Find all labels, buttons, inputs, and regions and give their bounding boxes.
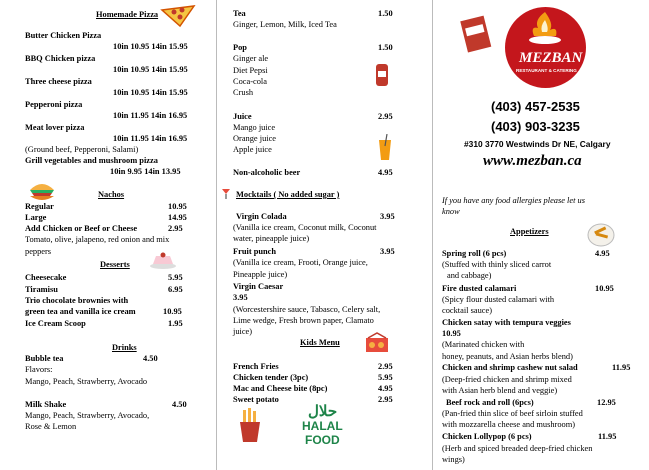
halal-food-text: FOOD: [305, 433, 340, 447]
nachos-large-price: 14.95: [168, 213, 187, 222]
appetizer-desc: honey, peanuts, and Asian herbs blend): [442, 352, 573, 361]
kids-price: 4.95: [378, 384, 393, 393]
dessert-price: 6.95: [168, 285, 183, 294]
juice-price: 2.95: [378, 112, 393, 121]
appetizer-price: 11.95: [612, 363, 631, 372]
appetizer-name: Chicken satay with tempura veggies: [442, 318, 571, 327]
pizza-name: Pepperoni pizza: [25, 100, 83, 109]
pizza-price: 10in 10.95 14in 15.95: [113, 42, 188, 51]
pizza-price: 10in 9.95 14in 13.95: [110, 167, 181, 176]
mocktail-desc: juice): [233, 327, 253, 336]
pop-name: Pop: [233, 43, 247, 52]
tea-price: 1.50: [378, 9, 393, 18]
appetizer-desc: with mozzarella cheese and mushroom): [442, 420, 576, 429]
allergy-notice: know: [442, 207, 460, 216]
drinks-title: Drinks: [112, 343, 137, 352]
tea-desc: Ginger, Lemon, Milk, Iced Tea: [233, 20, 337, 29]
kids-price: 2.95: [378, 362, 393, 371]
drink-name: Milk Shake: [25, 400, 67, 409]
logo-subtitle: RESTAURANT & CATERING: [516, 68, 577, 73]
drink-name: Bubble tea: [25, 354, 64, 363]
pizza-price: 10in 10.95 14in 15.95: [113, 88, 188, 97]
appetizer-name: Chicken and shrimp cashew nut salad: [442, 363, 578, 372]
dessert-name: Cheesecake: [25, 273, 67, 282]
kids-item: Chicken tender (3pc): [233, 373, 309, 382]
appetizer-price: 4.95: [595, 249, 610, 258]
mocktail-name: Fruit punch: [233, 247, 277, 256]
pizza-slice-icon: [160, 4, 196, 28]
appetizer-name: Chicken Lollypop (6 pcs): [442, 432, 532, 441]
nachos-desc: Tomato, olive, jalapeno, red onion and mix: [25, 235, 170, 244]
juice-item: Orange juice: [233, 134, 277, 143]
pop-item: Diet Pepsi: [233, 66, 268, 75]
dessert-name: Trio chocolate brownies with: [25, 296, 129, 305]
mocktail-name: Virgin Colada: [236, 212, 287, 221]
halal-arabic: حلال: [308, 404, 338, 420]
pop-item: Coca-cola: [233, 77, 267, 86]
mocktail-desc: (Vanilla ice cream, Frooti, Orange juice,: [233, 258, 368, 267]
pizza-name: BBQ Chicken pizza: [25, 54, 96, 63]
nachos-large: Large: [25, 213, 47, 222]
dessert-price: 1.95: [168, 319, 183, 328]
halal-text: HALAL: [302, 419, 343, 433]
kids-price: 5.95: [378, 373, 393, 382]
juice-name: Juice: [233, 112, 252, 121]
appetizer-price: 10.95: [442, 329, 461, 338]
appetizer-desc: (Herb and spiced breaded deep-fried chicken: [442, 444, 593, 453]
appetizer-desc: with Asian herb blend and veggie): [442, 386, 558, 395]
appetizer-price: 12.95: [597, 398, 616, 407]
appetizer-desc: and cabbage): [447, 271, 492, 280]
appetizer-name: Beef rock and roll (6pcs): [446, 398, 534, 407]
nachos-title: Nachos: [98, 190, 125, 199]
beer-price: 4.95: [378, 168, 393, 177]
appetizer-desc: (Stuffed with thinly sliced carrot: [442, 260, 552, 269]
cake-icon: [148, 250, 178, 270]
nachos-icon: [27, 178, 57, 204]
appetizer-price: 11.95: [598, 432, 617, 441]
appetizer-desc: (Spicy flour dusted calamari with: [442, 295, 555, 304]
french-fries-icon: [236, 408, 264, 444]
nachos-regular-price: 10.95: [168, 202, 187, 211]
juice-glass-icon: [376, 134, 394, 162]
nachos-add-price: 2.95: [168, 224, 183, 233]
tea-name: Tea: [233, 9, 246, 18]
drink-flavors: Mango, Peach, Strawberry, Avocado: [25, 377, 148, 386]
nachos-regular: Regular: [25, 202, 54, 211]
mocktail-price: 3.95: [233, 293, 248, 302]
website: www.mezban.ca: [483, 153, 582, 169]
kids-item: French Fries: [233, 362, 279, 371]
kids-item: Sweet potato: [233, 395, 279, 404]
appetizer-price: 10.95: [595, 284, 614, 293]
drink-price: 4.50: [172, 400, 187, 409]
appetizer-name: Fire dusted calamari: [442, 284, 517, 293]
address: #310 3770 Westwinds Dr NE, Calgary: [464, 139, 611, 149]
mocktail-desc: Lime wedge, Fresh brown paper, Clamato: [233, 316, 374, 325]
mocktail-desc: Pineapple juice): [233, 270, 288, 279]
pizza-title: Homemade Pizza: [96, 10, 159, 19]
appetizer-name: Spring roll (6 pcs): [442, 249, 507, 258]
drink-flavors: Rose & Lemon: [25, 422, 77, 431]
pizza-name: Grill vegetables and mushroom pizza: [25, 156, 158, 165]
pizza-name: Meat lover pizza: [25, 123, 85, 132]
drink-flavors: Mango, Peach, Strawberry, Avocado,: [25, 411, 150, 420]
appetizer-desc: (Marinated chicken with: [442, 340, 525, 349]
pizza-name: Butter Chicken Pizza: [25, 31, 102, 40]
appetizer-desc: wings): [442, 455, 465, 464]
appetizer-desc: cocktail sauce): [442, 306, 492, 315]
kids-price: 2.95: [378, 395, 393, 404]
appetizer-desc: (Pan-fried thin slice of beef sirloin stuffed: [442, 409, 583, 418]
logo-name: MEZBAN: [519, 50, 583, 66]
pop-price: 1.50: [378, 43, 393, 52]
kids-item: Mac and Cheese bite (8pc): [233, 384, 328, 393]
pop-item: Crush: [233, 88, 254, 97]
dessert-name: green tea and vanilla ice cream: [25, 307, 136, 316]
kids-title: Kids Menu: [300, 338, 340, 347]
dessert-price: 10.95: [163, 307, 182, 316]
soda-can-icon: [374, 62, 390, 88]
dessert-name: Tiramisu: [25, 285, 58, 294]
menu-book-icon: [458, 14, 494, 56]
pop-item: Ginger ale: [233, 54, 269, 63]
pizza-name: Three cheese pizza: [25, 77, 92, 86]
dessert-price: 5.95: [168, 273, 183, 282]
mocktail-desc: (Worcestershire sauce, Tabasco, Celery salt,: [233, 305, 381, 314]
allergy-notice: If you have any food allergies please let us: [442, 196, 585, 205]
nachos-desc: peppers: [25, 247, 52, 256]
pizza-price: 10in 10.95 14in 15.95: [113, 65, 188, 74]
pizza-price: 10in 11.95 14in 16.95: [113, 134, 188, 143]
beer-name: Non-alcoholic beer: [233, 168, 301, 177]
mocktail-desc: water, pineapple juice): [233, 234, 310, 243]
flame-pan-icon: [520, 10, 570, 50]
dessert-name: Ice Cream Scoop: [25, 319, 86, 328]
mocktail-price: 3.95: [380, 212, 395, 221]
phone-number: (403) 903-3235: [491, 119, 580, 134]
cocktail-icon: [221, 188, 231, 200]
desserts-title: Desserts: [100, 260, 130, 269]
appetizer-bowl-icon: [586, 222, 616, 248]
appetizers-title: Appetizers: [510, 227, 549, 236]
phone-number: (403) 457-2535: [491, 99, 580, 114]
mocktail-name: Virgin Caesar: [233, 282, 284, 291]
appetizer-desc: (Deep-fried chicken and shrimp mixed: [442, 375, 572, 384]
mocktail-price: 3.95: [380, 247, 395, 256]
pizza-desc: (Ground beef, Pepperoni, Salami): [25, 145, 139, 154]
juice-item: Mango juice: [233, 123, 276, 132]
mocktails-title: Mocktails ( No added sugar ): [236, 190, 340, 199]
nachos-add: Add Chicken or Beef or Cheese: [25, 224, 138, 233]
kids-meal-icon: [364, 332, 390, 354]
mocktail-desc: (Vanilla ice cream, Coconut milk, Coconut: [233, 223, 377, 232]
drink-flavors-label: Flavors:: [25, 365, 53, 374]
drink-price: 4.50: [143, 354, 158, 363]
juice-item: Apple juice: [233, 145, 272, 154]
pizza-price: 10in 11.95 14in 16.95: [113, 111, 188, 120]
